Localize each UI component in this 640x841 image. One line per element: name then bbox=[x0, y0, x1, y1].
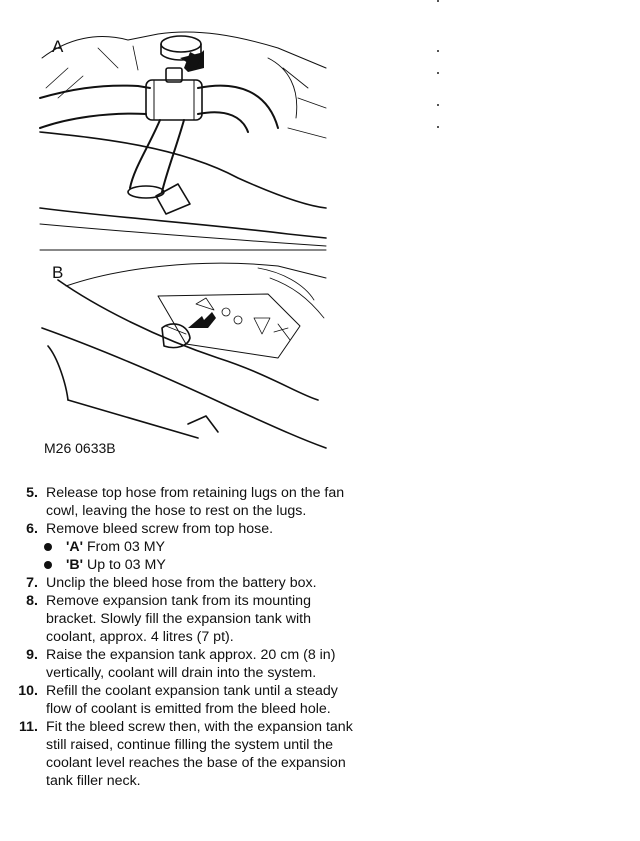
step-number: 9. bbox=[26, 647, 38, 663]
step-number: 6. bbox=[26, 521, 38, 537]
hose-bleed-screw-drawing bbox=[38, 28, 328, 460]
sub-item-label: 'A' bbox=[66, 539, 83, 555]
step-item bbox=[0, 646, 380, 682]
step-text: Fit the bleed screw then, with the expansion tank still raised, continue filling the system until the coolant level reaches the base of the expansion tank filler neck. bbox=[46, 719, 353, 789]
step-text: Remove bleed screw from top hose. bbox=[46, 521, 274, 537]
figure-label-b: B bbox=[52, 263, 64, 282]
step-item bbox=[0, 520, 380, 574]
figure-reference: M26 0633B bbox=[44, 440, 116, 456]
step-number: 10. bbox=[18, 683, 38, 699]
step-text: Raise the expansion tank approx. 20 cm (8 in) vertically, coolant will drain into the system. bbox=[46, 647, 336, 681]
sub-item-text: From 03 MY bbox=[83, 539, 165, 555]
sub-item-text: Up to 03 MY bbox=[83, 557, 166, 573]
step-text: Refill the coolant expansion tank until a steady flow of coolant is emitted from the bleed hole. bbox=[46, 683, 338, 717]
step-number: 5. bbox=[26, 485, 38, 501]
step-number: 11. bbox=[19, 719, 38, 735]
step-item bbox=[0, 718, 380, 790]
step-text: Remove expansion tank from its mounting bracket. Slowly fill the expansion tank with coolant, approx. 4 litres (7 pt). bbox=[46, 593, 311, 645]
procedure-steps bbox=[0, 484, 380, 790]
step-item bbox=[0, 682, 380, 718]
step-number: 8. bbox=[26, 593, 38, 609]
sub-item-label: 'B' bbox=[66, 557, 83, 573]
step-text: Release top hose from retaining lugs on the fan cowl, leaving the hose to rest on the lugs. bbox=[46, 485, 345, 519]
step-item bbox=[0, 484, 380, 520]
sub-item-b bbox=[66, 556, 380, 574]
step-number: 7. bbox=[26, 575, 38, 591]
bullet-icon bbox=[44, 543, 52, 551]
service-illustration bbox=[38, 28, 328, 460]
figure-label-a: A bbox=[52, 37, 64, 56]
sub-list bbox=[0, 538, 380, 574]
bullet-icon bbox=[44, 561, 52, 569]
step-item bbox=[0, 592, 380, 646]
step-item bbox=[0, 574, 380, 592]
step-text: Unclip the bleed hose from the battery box. bbox=[46, 575, 317, 591]
sub-item-a bbox=[66, 538, 380, 556]
